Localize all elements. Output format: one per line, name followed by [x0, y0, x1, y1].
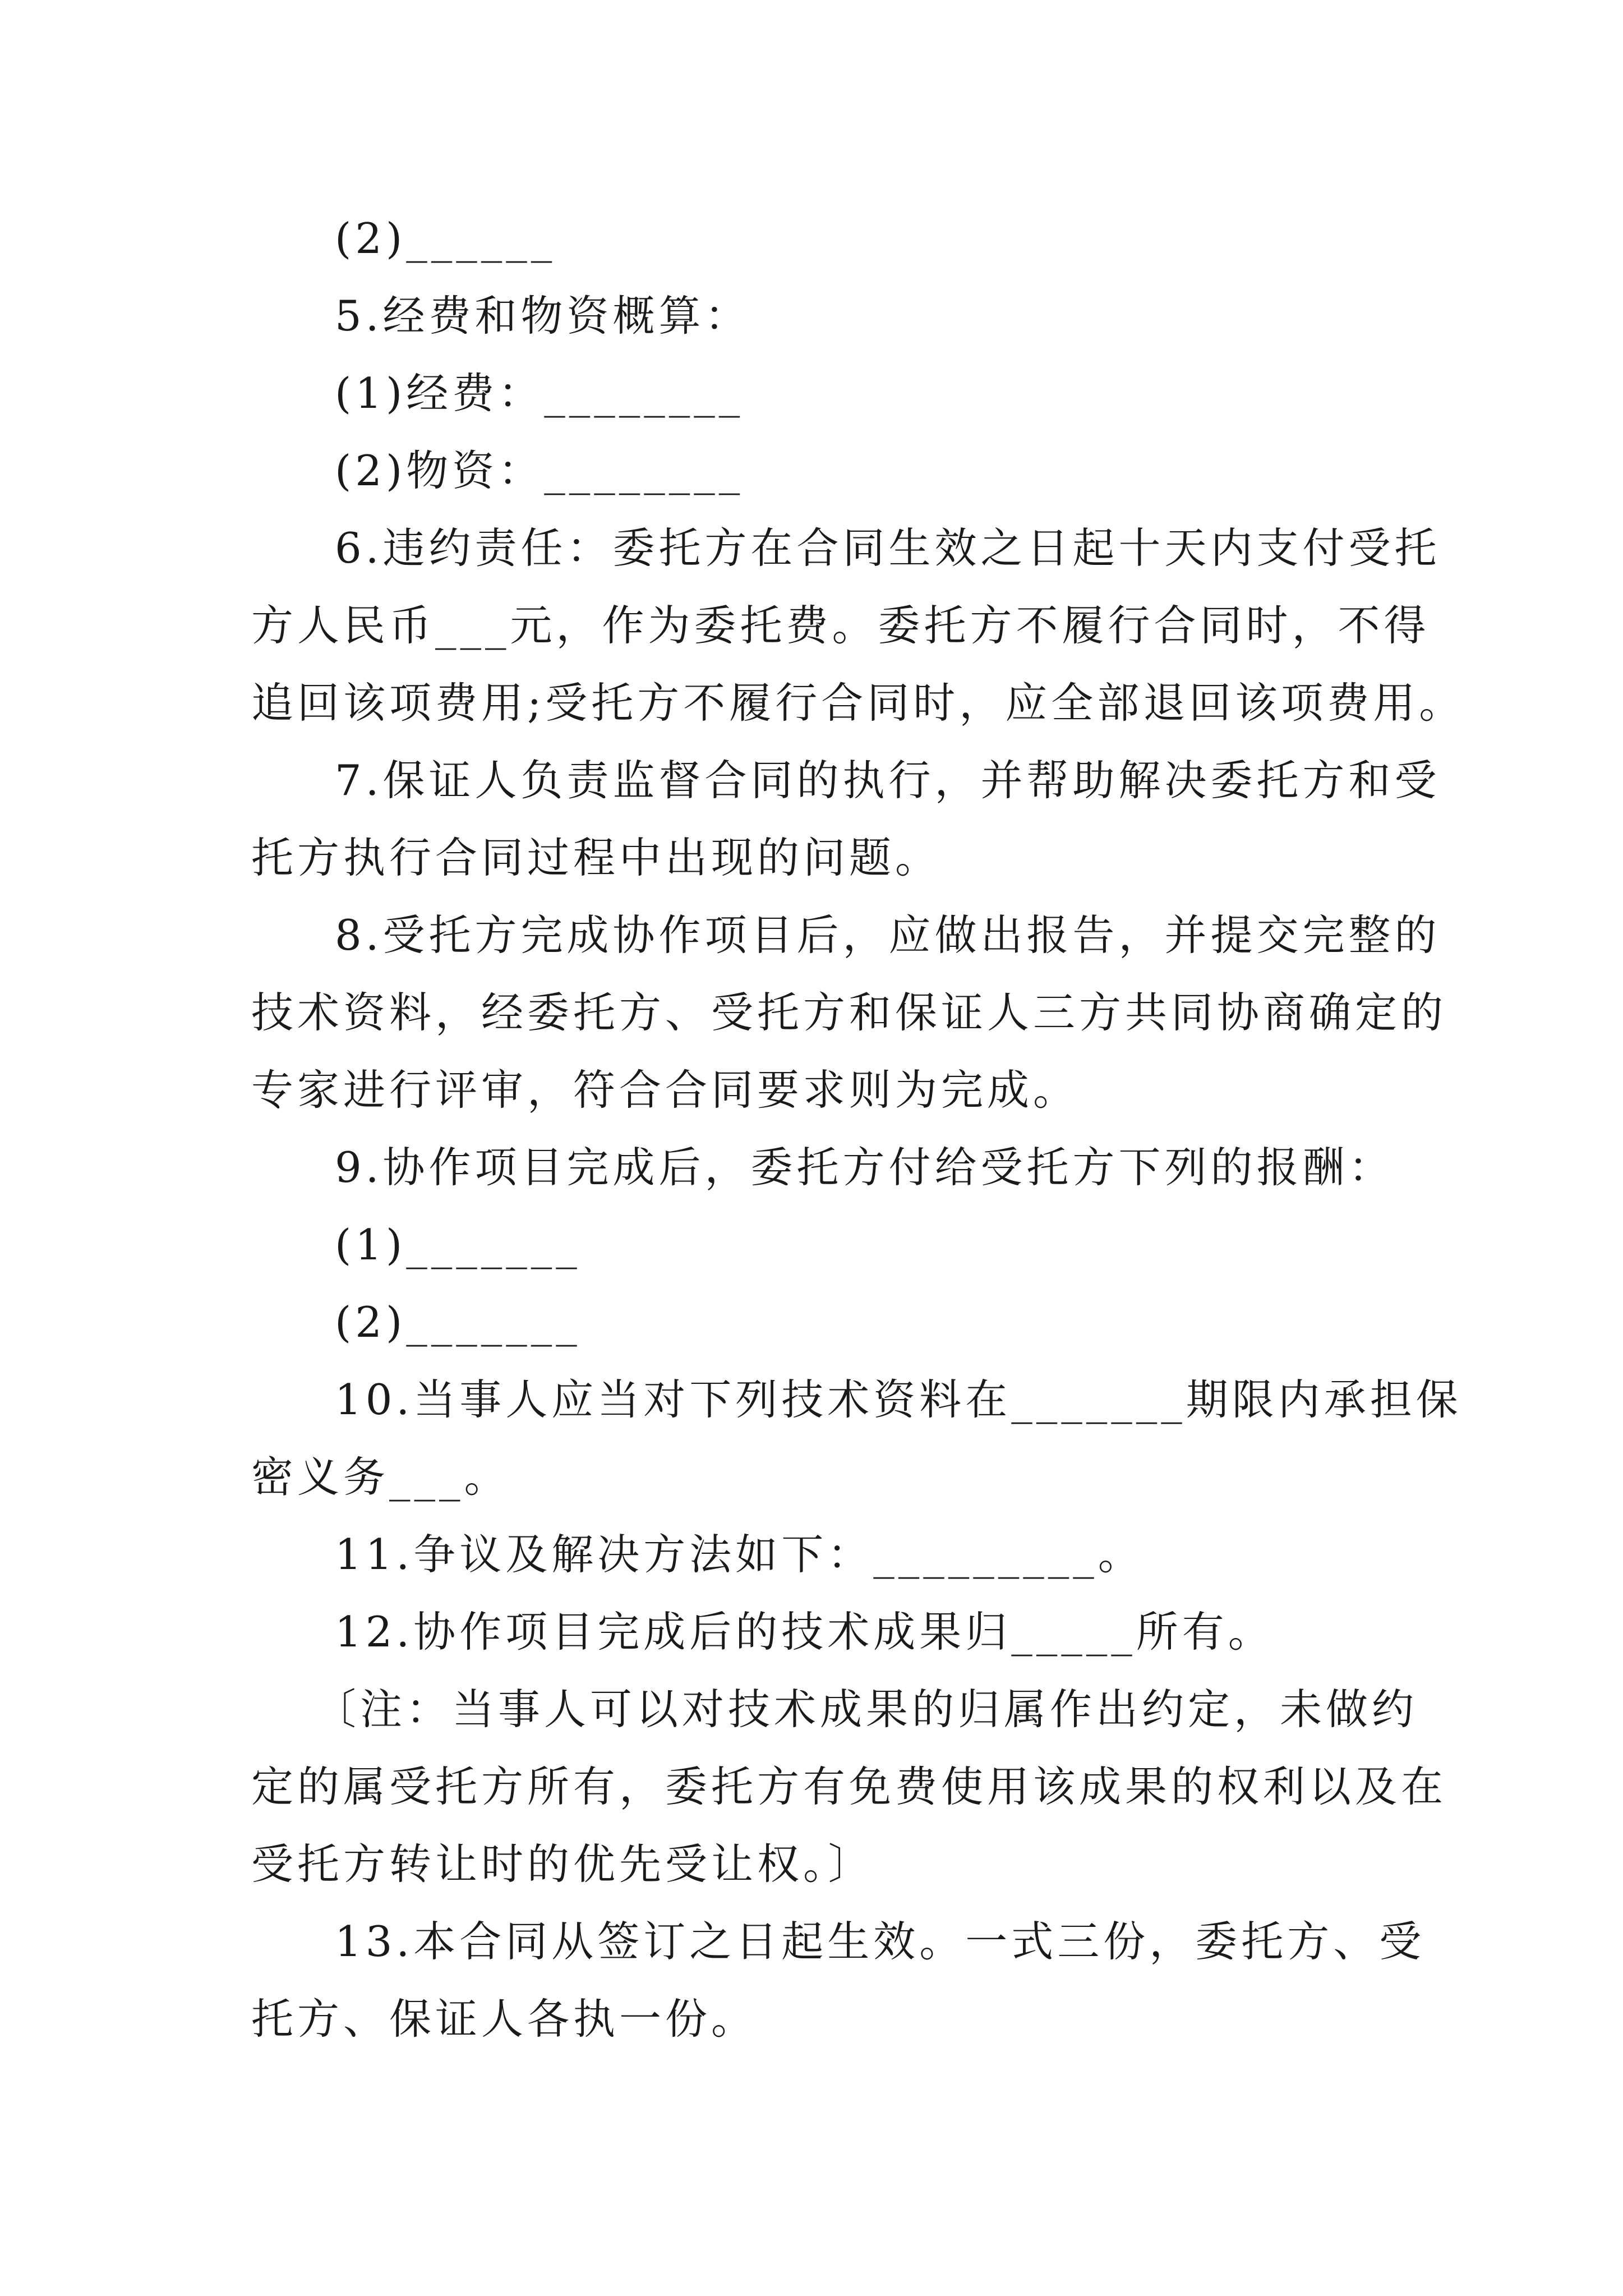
item-7-line-2: 托方执行合同过程中出现的问题。 — [251, 833, 942, 882]
item-8-line-2: 技术资料，经委托方、受托方和保证人三方共同协商确定的 — [251, 988, 1447, 1037]
item-5-sub-1: (1)经费：________ — [335, 369, 744, 418]
item-5-heading: 5.经费和物资概算： — [335, 291, 751, 341]
item-9-heading: 9.协作项目完成后，委托方付给受托方下列的报酬： — [335, 1143, 1395, 1192]
note-line-1: 〔注：当事人可以对技术成果的归属作出约定，未做约 — [314, 1685, 1418, 1734]
item-8-line-3: 专家进行评审，符合合同要求则为完成。 — [251, 1065, 1080, 1115]
note-line-3: 受托方转让时的优先受让权。〕 — [251, 1839, 874, 1889]
item-10-line-2: 密义务___。 — [251, 1452, 510, 1502]
item-8-line-1: 8.受托方完成协作项目后，应做出报告，并提交完整的 — [335, 910, 1441, 960]
item-10-line-1: 10.当事人应当对下列技术资料在_______期限内承担保 — [335, 1375, 1462, 1424]
item-13-line-2: 托方、保证人各执一份。 — [251, 1994, 758, 2044]
item-11: 11.争议及解决方法如下：_________。 — [335, 1530, 1144, 1579]
item-13-line-1: 13.本合同从签订之日起生效。一式三份，委托方、受 — [335, 1917, 1426, 1966]
item-5-sub-2: (2)物资：________ — [335, 446, 744, 495]
item-12: 12.协作项目完成后的技术成果归_____所有。 — [335, 1607, 1274, 1657]
note-line-2: 定的属受托方所有，委托方有免费使用该成果的权利以及在 — [251, 1762, 1447, 1811]
item-9-sub-1: (1)_______ — [335, 1220, 581, 1269]
item-6-line-1: 6.违约责任：委托方在合同生效之日起十天内支付受托 — [335, 523, 1441, 573]
item-4-sub-2: (2)______ — [335, 214, 556, 263]
item-6-line-2: 方人民币___元，作为委托费。委托方不履行合同时，不得 — [251, 601, 1430, 650]
item-7-line-1: 7.保证人负责监督合同的执行，并帮助解决委托方和受 — [335, 756, 1441, 805]
item-9-sub-2: (2)_______ — [335, 1297, 581, 1347]
item-6-line-3: 追回该项费用;受托方不履行合同时，应全部退回该项费用。 — [251, 678, 1465, 728]
